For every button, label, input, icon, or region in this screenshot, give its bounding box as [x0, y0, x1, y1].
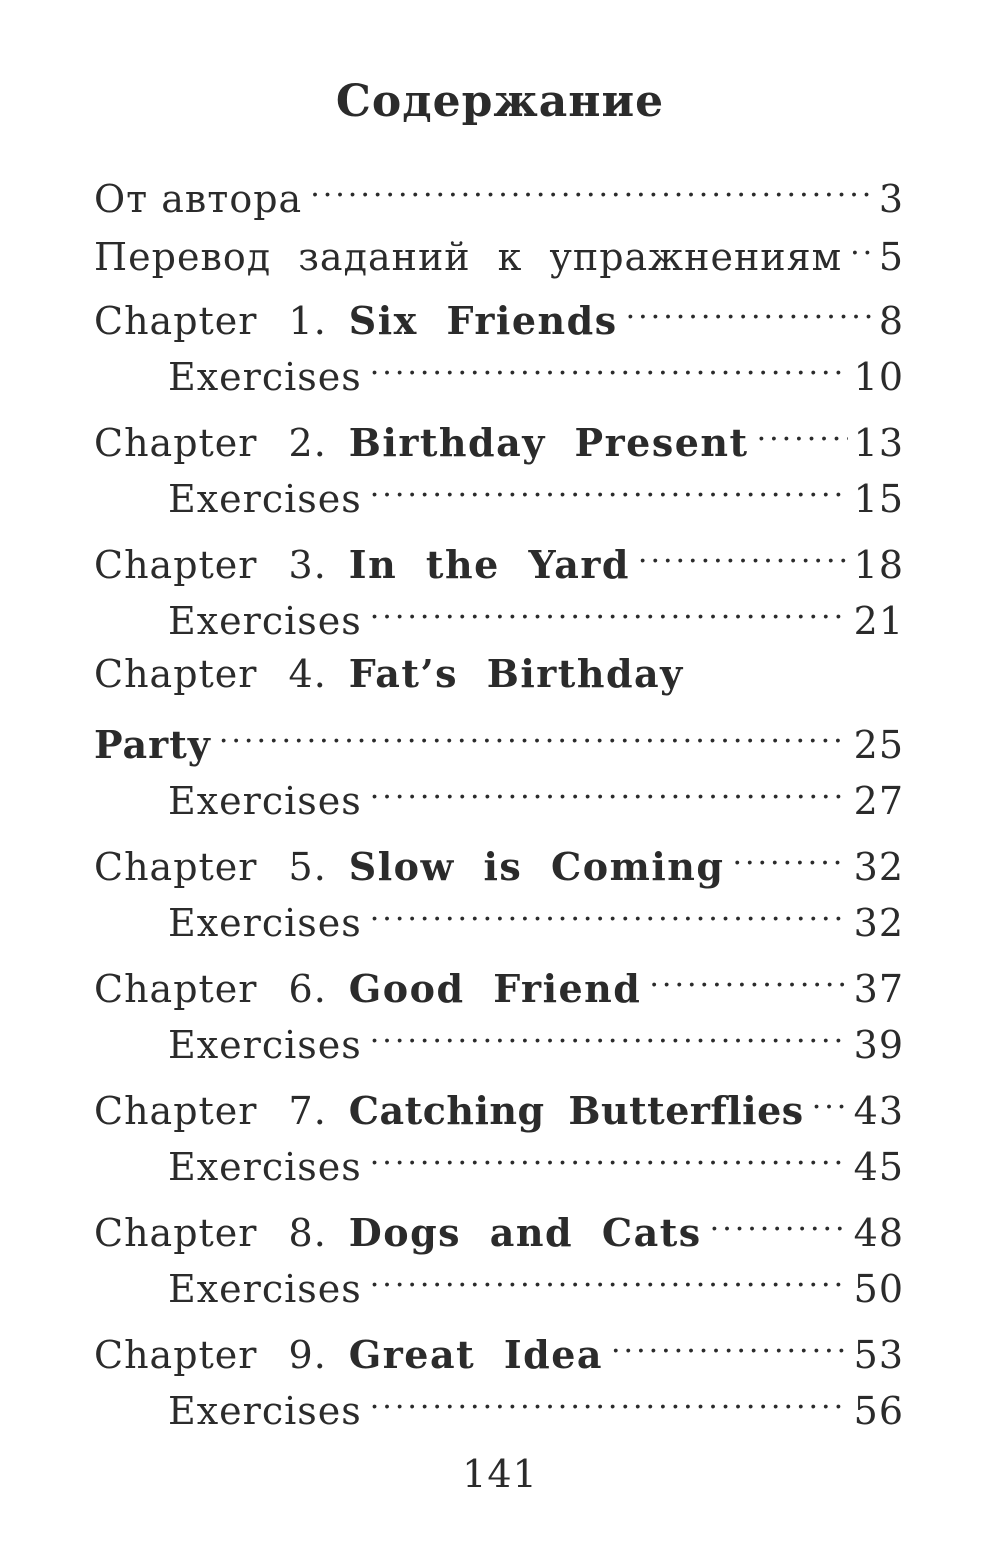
toc-entry-exercises-8 [168, 1250, 904, 1311]
dot-leader [710, 1194, 848, 1246]
page-number: 141 [462, 1452, 538, 1496]
toc-entry-label: Exercises [168, 1389, 362, 1433]
toc-page-number: 18 [853, 543, 904, 587]
toc-entry-exercises-4 [168, 762, 904, 823]
dot-leader [732, 828, 847, 880]
toc-entry-label: Exercises [168, 355, 362, 399]
dot-leader [370, 762, 848, 814]
toc-entry-chapter-8 [94, 1194, 904, 1255]
toc-page-number: 8 [878, 299, 904, 343]
toc-entry-label: Exercises [168, 901, 362, 945]
chapter-prefix: Chapter 8. [94, 1211, 327, 1255]
toc-entry-exercises-9 [168, 1372, 904, 1433]
toc-entry-chapter-3 [94, 526, 904, 587]
toc-page-number: 56 [853, 1389, 904, 1433]
page-title: Содержание [335, 76, 665, 127]
toc-entry-label: Exercises [168, 599, 362, 643]
toc-entry-exercises-2 [168, 460, 904, 521]
toc-entry-exercises-7 [168, 1128, 904, 1189]
chapter-title: Six Friends [348, 298, 618, 343]
chapter-prefix: Chapter 3. [94, 543, 327, 587]
toc-page-number: 53 [853, 1333, 904, 1377]
toc-entry-chapter-1 [94, 282, 904, 343]
dot-leader [370, 1006, 848, 1058]
toc-entry-label: Exercises [168, 477, 362, 521]
toc-page-number: 43 [853, 1089, 904, 1133]
chapter-prefix: Chapter 6. [94, 967, 327, 1011]
toc-page-number: 45 [853, 1145, 904, 1189]
chapter-title: Dogs and Cats [348, 1210, 702, 1255]
chapter-prefix: Chapter 1. [94, 299, 327, 343]
toc-page-number: 39 [853, 1023, 904, 1067]
toc-page-number: 15 [853, 477, 904, 521]
toc-entry-translation [94, 218, 904, 279]
dot-leader [370, 1128, 848, 1180]
chapter-title: Great Idea [348, 1332, 603, 1377]
toc-entry-from-author [94, 160, 904, 221]
dot-leader [310, 160, 873, 212]
toc-page-number: 37 [853, 967, 904, 1011]
toc-page-number: 13 [853, 421, 904, 465]
chapter-title-continued: Party [94, 722, 211, 767]
toc-entry-chapter-4-cont [94, 706, 904, 767]
dot-leader [649, 950, 847, 1002]
dot-leader [219, 706, 848, 758]
toc-entry-chapter-5 [94, 828, 904, 889]
chapter-title: Fat’s Birthday [348, 651, 684, 696]
chapter-prefix: Chapter 5. [94, 845, 327, 889]
toc-page-number: 32 [853, 845, 904, 889]
toc-entry-chapter-2 [94, 404, 904, 465]
toc-page-number: 48 [853, 1211, 904, 1255]
toc-entry-chapter-9 [94, 1316, 904, 1377]
chapter-title: Catching Butterflies [348, 1088, 804, 1133]
toc-page-number: 3 [878, 177, 904, 221]
toc-page-number: 5 [878, 235, 904, 279]
toc-entry-label: От автора [94, 177, 303, 221]
dot-leader [370, 1250, 848, 1302]
toc-entry-chapter-7 [94, 1072, 904, 1133]
dot-leader [812, 1072, 848, 1124]
dot-leader [370, 884, 848, 936]
chapter-title: Good Friend [348, 966, 642, 1011]
toc-entry-exercises-3 [168, 582, 904, 643]
toc-entry-label: Перевод заданий к упражнениям [94, 235, 843, 279]
dot-leader [850, 218, 873, 270]
dot-leader [757, 404, 848, 456]
chapter-prefix: Chapter 2. [94, 421, 327, 465]
chapter-prefix: Chapter 9. [94, 1333, 327, 1377]
toc-page-number: 21 [853, 599, 904, 643]
toc-entry-label: Exercises [168, 1023, 362, 1067]
dot-leader [370, 338, 848, 390]
chapter-title: Slow is Coming [348, 844, 725, 889]
chapter-title: In the Yard [348, 542, 630, 587]
toc-entry-exercises-5 [168, 884, 904, 945]
dot-leader [370, 1372, 848, 1424]
toc-page-number: 32 [853, 901, 904, 945]
toc-entry-label: Exercises [168, 1145, 362, 1189]
toc-entry-chapter-4 [94, 648, 904, 700]
chapter-title: Birthday Present [348, 420, 749, 465]
dot-leader [370, 582, 848, 634]
dot-leader [638, 526, 848, 578]
toc-entry-exercises-6 [168, 1006, 904, 1067]
toc-entry-label: Exercises [168, 779, 362, 823]
toc-entry-chapter-6 [94, 950, 904, 1011]
toc-page-number: 50 [853, 1267, 904, 1311]
dot-leader [611, 1316, 848, 1368]
toc-page-number: 27 [853, 779, 904, 823]
toc-page-number: 25 [853, 723, 904, 767]
chapter-prefix: Chapter 4. [94, 652, 327, 696]
toc-entry-label: Exercises [168, 1267, 362, 1311]
dot-leader [626, 282, 873, 334]
toc-entry-exercises-1 [168, 338, 904, 399]
chapter-prefix: Chapter 7. [94, 1089, 327, 1133]
dot-leader [370, 460, 848, 512]
toc-page-number: 10 [853, 355, 904, 399]
